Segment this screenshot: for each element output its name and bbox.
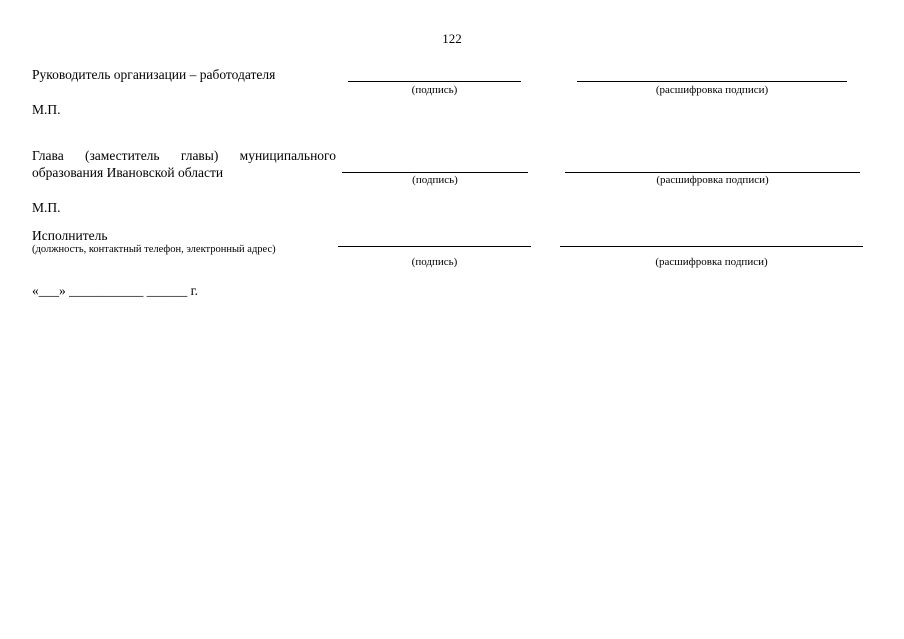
employer-head-label: Руководитель организации – работодателя xyxy=(32,67,276,82)
stamp-label-1: М.П. xyxy=(32,102,61,117)
date-field[interactable]: «___» ___________ ______ г. xyxy=(32,283,199,298)
stamp-label-2: М.П. xyxy=(32,200,61,215)
executor-signature-decode-line[interactable] xyxy=(560,246,863,247)
executor-signature-line[interactable] xyxy=(338,246,531,247)
employer-decode-caption: (расшифровка подписи) xyxy=(655,84,769,96)
municipal-signature-caption: (подпись) xyxy=(412,174,458,186)
executor-signature-caption: (подпись) xyxy=(411,256,458,268)
page-number: 122 xyxy=(442,31,462,46)
employer-signature-caption: (подпись) xyxy=(411,84,458,96)
municipal-signature-decode-line[interactable] xyxy=(565,172,860,173)
municipal-head-label xyxy=(32,147,336,181)
executor-note: (должность, контактный телефон, электронный адрес) xyxy=(32,244,276,255)
municipal-head-label-line2: образования Ивановской области xyxy=(32,165,224,180)
executor-label: Исполнитель xyxy=(32,228,108,243)
employer-signature-line[interactable] xyxy=(348,81,521,82)
employer-signature-decode-line[interactable] xyxy=(577,81,847,82)
municipal-head-label-line1: Глава (заместитель главы) муниципального xyxy=(32,148,336,163)
municipal-signature-line[interactable] xyxy=(342,172,528,173)
executor-decode-caption: (расшифровка подписи) xyxy=(655,256,768,268)
municipal-decode-caption: (расшифровка подписи) xyxy=(656,174,769,186)
